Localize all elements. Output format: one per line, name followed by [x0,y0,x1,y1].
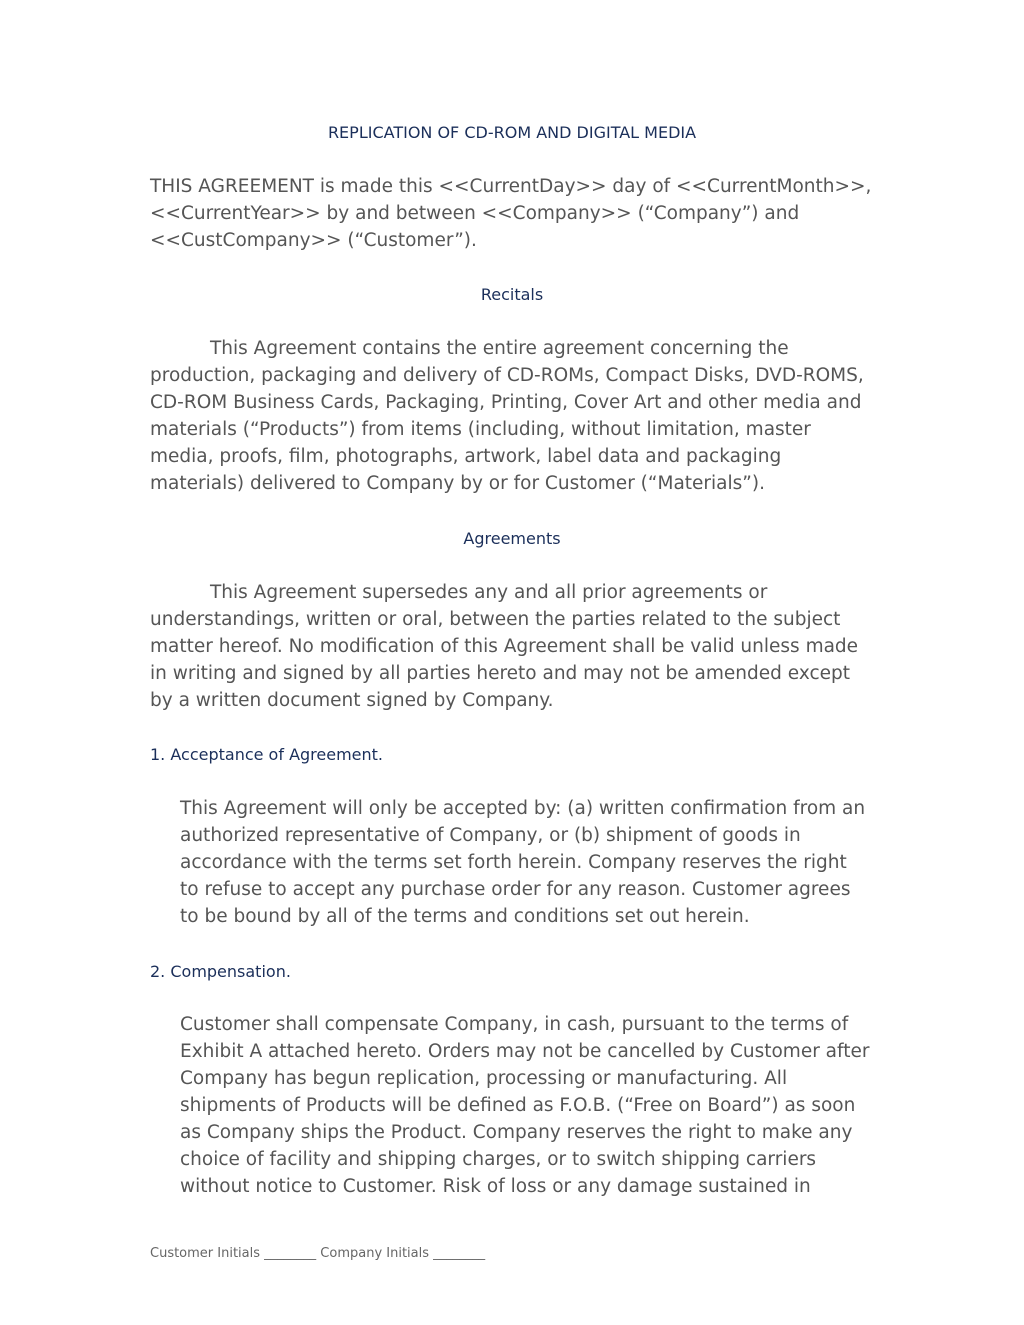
recitals-line: media, proofs, film, photographs, artwork, label data and packaging [150,446,782,467]
agreements-heading: Agreements [463,529,561,548]
section-2-line: Company has begun replication, processing or manufacturing. All [180,1068,788,1089]
agreements-line: by a written document signed by Company. [150,690,554,711]
agreements-line: understandings, written or oral, between the parties related to the subject [150,609,841,630]
initials-footer: Customer Initials ________ Company Initials ________ [150,1246,486,1261]
section-2-line: Exhibit A attached hereto. Orders may not be cancelled by Customer after [180,1041,870,1062]
section-1-line: to be bound by all of the terms and conditions set out herein. [180,906,750,927]
recitals-line: production, packaging and delivery of CD-ROMs, Compact Disks, DVD-ROMS, [150,365,864,386]
intro-line: THIS AGREEMENT is made this <<CurrentDay>> day of <<CurrentMonth>>, [150,176,872,197]
section-2-line: choice of facility and shipping charges, or to switch shipping carriers [180,1149,817,1170]
section-2-title: 2. Compensation. [150,962,291,981]
section-1-line: to refuse to accept any purchase order for any reason. Customer agrees [180,879,851,900]
recitals-line: materials (“Products”) from items (including, without limitation, master [150,419,811,440]
section-1-line: This Agreement will only be accepted by: (a) written confirmation from an [180,798,866,819]
section-1-line: authorized representative of Company, or (b) shipment of goods in [180,825,801,846]
section-2-line: without notice to Customer. Risk of loss or any damage sustained in [180,1176,811,1197]
agreements-line: matter hereof. No modification of this Agreement shall be valid unless made [150,636,859,657]
section-1-title: 1. Acceptance of Agreement. [150,745,384,764]
document-title: REPLICATION OF CD-ROM AND DIGITAL MEDIA [327,123,697,142]
section-2-line: shipments of Products will be defined as F.O.B. (“Free on Board”) as soon [180,1095,856,1116]
recitals-line: This Agreement contains the entire agreement concerning the [210,338,789,359]
agreements-line: This Agreement supersedes any and all prior agreements or [210,582,768,603]
intro-line: <<CustCompany>> (“Customer”). [150,230,477,251]
agreements-line: in writing and signed by all parties hereto and may not be amended except [150,663,850,684]
section-1-line: accordance with the terms set forth herein. Company reserves the right [180,852,847,873]
section-2-line: as Company ships the Product. Company reserves the right to make any [180,1122,853,1143]
recitals-heading: Recitals [480,285,544,304]
recitals-line: materials) delivered to Company by or for Customer (“Materials”). [150,473,765,494]
recitals-line: CD-ROM Business Cards, Packaging, Printing, Cover Art and other media and [150,392,862,413]
intro-line: <<CurrentYear>> by and between <<Company>> (“Company”) and [150,203,800,224]
section-2-line: Customer shall compensate Company, in cash, pursuant to the terms of [180,1014,849,1035]
